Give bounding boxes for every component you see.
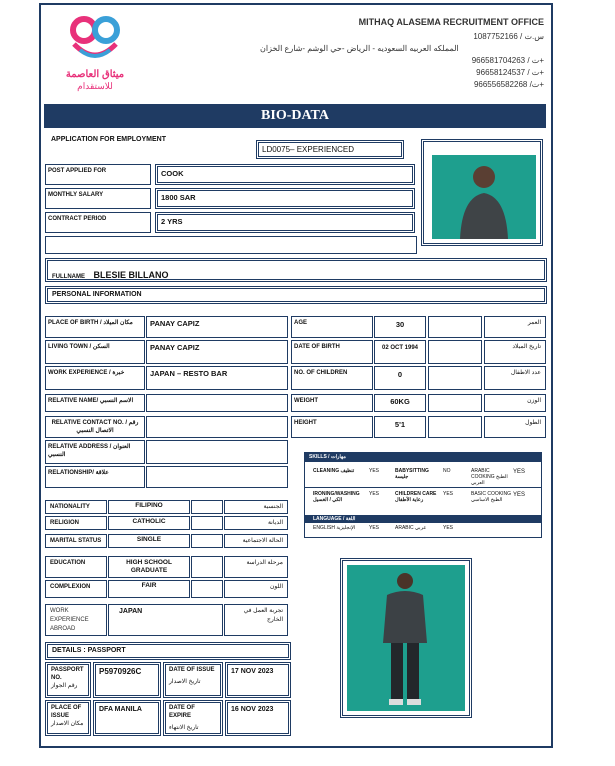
- skill-babysitting: BABYSITTING جليسة: [395, 468, 429, 480]
- fullbody-photo-frame: [340, 558, 472, 718]
- education-label: EDUCATION: [45, 556, 107, 578]
- skill-basic-cooking-value: YES: [513, 492, 526, 498]
- skill-cleaning-value: YES: [369, 468, 380, 474]
- religion-ar: الديانة: [224, 516, 288, 530]
- language-arabic-value: YES: [443, 525, 454, 531]
- age-value: 30: [374, 316, 426, 338]
- expire-value: 16 NOV 2023: [225, 700, 291, 736]
- skill-babysitting-value: NO: [443, 468, 451, 474]
- marital-ar: الحالة الاجتماعية: [224, 534, 288, 548]
- children-blank: [428, 366, 482, 390]
- complexion-label: COMPLEXION: [45, 580, 107, 598]
- application-code: LD0075– EXPERIENCED: [256, 140, 404, 159]
- fullbody-photo: [347, 565, 465, 711]
- dob-label: DATE OF BIRTH: [291, 340, 373, 364]
- contract-label: CONTRACT PERIOD: [45, 212, 151, 233]
- nationality-value: FILIPINO: [108, 500, 190, 514]
- dob-ar: تاريخ الميلاد: [484, 340, 546, 364]
- skills-table: [304, 452, 542, 538]
- skill-ironing-value: YES: [369, 491, 380, 497]
- work-value: JAPAN – RESTO BAR: [146, 366, 288, 390]
- skill-children-care-value: YES: [443, 491, 454, 497]
- logo-text-2: للاستقدام: [77, 81, 113, 91]
- nationality-label: NATIONALITY: [45, 500, 107, 514]
- passport-no-ar: رقم الجواز: [51, 683, 78, 689]
- skills-header: SKILLS / مهارات: [305, 453, 541, 462]
- office-phone-2: ت / 96658124537+: [476, 68, 544, 77]
- post-value: COOK: [155, 164, 415, 185]
- skill-ironing: IRONING/WASHING الكي / الغسيل: [313, 491, 360, 503]
- place-ar: مكان الاصدار: [51, 721, 84, 727]
- skills-divider: [305, 487, 541, 488]
- religion-label: RELIGION: [45, 516, 107, 530]
- complexion-value: FAIR: [108, 580, 190, 598]
- weight-blank: [428, 394, 482, 412]
- complexion-ar: اللون: [224, 580, 288, 598]
- age-blank: [428, 316, 482, 338]
- office-phone-3: ت/ 966556582268+: [473, 80, 544, 89]
- relative-name-value: [146, 394, 288, 412]
- issue-label-cell: [163, 662, 223, 698]
- pob-value: PANAY CAPIZ: [146, 316, 288, 338]
- office-address: المملكه العربيه السعوديه - الرياض -حي الوشم -شارع الخزان: [260, 44, 459, 53]
- person-icon: [432, 155, 536, 239]
- abroad-ar: تجربة العمل في الخارج: [224, 604, 288, 636]
- person-fullbody-icon: [347, 565, 465, 711]
- height-blank: [428, 416, 482, 438]
- issue-label: DATE OF ISSUE: [169, 667, 215, 673]
- language-header: LANGUAGE / اللغة: [305, 515, 541, 523]
- marital-label: MARITAL STATUS: [45, 534, 107, 548]
- education-value: HIGH SCHOOL GRADUATE: [108, 556, 190, 578]
- nationality-blank: [191, 500, 223, 514]
- post-label: POST APPLIED FOR: [45, 164, 151, 185]
- dob-value: 02 OCT 1994: [374, 340, 426, 364]
- relative-address-label: RELATIVE ADDRESS / العنوان النسبي: [45, 440, 145, 464]
- fullname-value: BLESIE BILLANO: [93, 270, 169, 280]
- children-ar: عدد الاطفال: [484, 366, 546, 390]
- place-label-cell: [45, 700, 91, 736]
- relationship-value: [146, 466, 288, 488]
- education-blank: [191, 556, 223, 578]
- spacer-row: [45, 236, 417, 254]
- contract-value: 2 YRS: [155, 212, 415, 233]
- abroad-label: WORK EXPERIENCE ABROAD: [45, 604, 107, 636]
- expire-label: DATE OF EXPIRE: [169, 705, 195, 719]
- weight-label: WEIGHT: [291, 394, 373, 412]
- relative-contact-label: RELATIVE CONTACT NO. / رقم الاتصال النسبي: [45, 416, 145, 438]
- dob-blank: [428, 340, 482, 364]
- skill-basic-cooking: BASIC COOKING الطبخ الاساسي: [471, 491, 512, 503]
- logo-icon: [60, 14, 130, 64]
- office-name: MITHAQ ALASEMA RECRUITMENT OFFICE: [358, 17, 544, 27]
- height-ar: الطول: [484, 416, 546, 438]
- skill-children-care: CHILDREN CARE رعاية الأطفال: [395, 491, 437, 503]
- nationality-ar: الجنسية: [224, 500, 288, 514]
- relationship-label: RELATIONSHIP/ علاقة: [45, 466, 145, 488]
- language-english-value: YES: [369, 525, 380, 531]
- place-value: DFA MANILA: [93, 700, 161, 736]
- page-title: BIO-DATA: [44, 104, 546, 128]
- abroad-value: JAPAN: [108, 604, 223, 636]
- relative-contact-value: [146, 416, 288, 438]
- application-label: APPLICATION FOR EMPLOYMENT: [51, 136, 166, 143]
- children-label: NO. OF CHILDREN: [291, 366, 373, 390]
- salary-value: 1800 SAR: [155, 188, 415, 209]
- office-cr: س.ت / 1087752166: [473, 32, 544, 41]
- age-label: AGE: [291, 316, 373, 338]
- language-arabic: ARABIC عربي: [395, 525, 427, 531]
- portrait-photo: [432, 155, 536, 239]
- marital-blank: [191, 534, 223, 548]
- skill-cleaning: CLEANING تنظيف: [313, 468, 355, 474]
- passport-no-label-cell: [45, 662, 91, 698]
- weight-value: 60KG: [374, 394, 426, 412]
- skill-arabic-cooking: ARABIC COOKING الطبخ العربي: [471, 468, 508, 486]
- expire-label-cell: [163, 700, 223, 736]
- expire-ar: تاريخ الانتهاء: [169, 725, 199, 731]
- photo-frame: [421, 139, 543, 246]
- issue-ar: تاريخ الاصدار: [169, 679, 201, 685]
- pob-label: PLACE OF BIRTH / مكان الميلاد: [45, 316, 145, 338]
- relative-name-label: RELATIVE NAME/ الاسم النسبي: [45, 394, 145, 412]
- weight-ar: الوزن: [484, 394, 546, 412]
- language-english: ENGLISH الإنجليزية: [313, 525, 356, 531]
- salary-label: MONTHLY SALARY: [45, 188, 151, 209]
- fullname-row: [45, 258, 547, 282]
- company-logo: [60, 14, 130, 92]
- passport-no-label: PASSPORT NO.: [51, 667, 84, 681]
- marital-value: SINGLE: [108, 534, 190, 548]
- education-ar: مرحلة الدراسة: [224, 556, 288, 578]
- children-value: 0: [374, 366, 426, 390]
- religion-blank: [191, 516, 223, 530]
- relative-address-value: [146, 440, 288, 464]
- office-phone-1: ت / 966581704263+: [471, 56, 544, 65]
- work-label: WORK EXPERIENCE / خبرة: [45, 366, 145, 390]
- personal-info-header: PERSONAL INFORMATION: [45, 286, 547, 304]
- place-label: PLACE OF ISSUE: [51, 705, 82, 719]
- fullname-label: FULLNAME: [52, 274, 85, 280]
- passport-header: DETAILS : PASSPORT: [45, 642, 291, 660]
- height-value: 5'1: [374, 416, 426, 438]
- passport-no-value: P5970926C: [93, 662, 161, 698]
- religion-value: CATHOLIC: [108, 516, 190, 530]
- issue-value: 17 NOV 2023: [225, 662, 291, 698]
- skill-arabic-cooking-value: YES: [513, 469, 526, 475]
- town-label: LIVING TOWN / السكن: [45, 340, 145, 364]
- height-label: HEIGHT: [291, 416, 373, 438]
- age-ar: العمر: [484, 316, 546, 338]
- complexion-blank: [191, 580, 223, 598]
- logo-text-1: ميثاق العاصمة: [65, 69, 125, 80]
- town-value: PANAY CAPIZ: [146, 340, 288, 364]
